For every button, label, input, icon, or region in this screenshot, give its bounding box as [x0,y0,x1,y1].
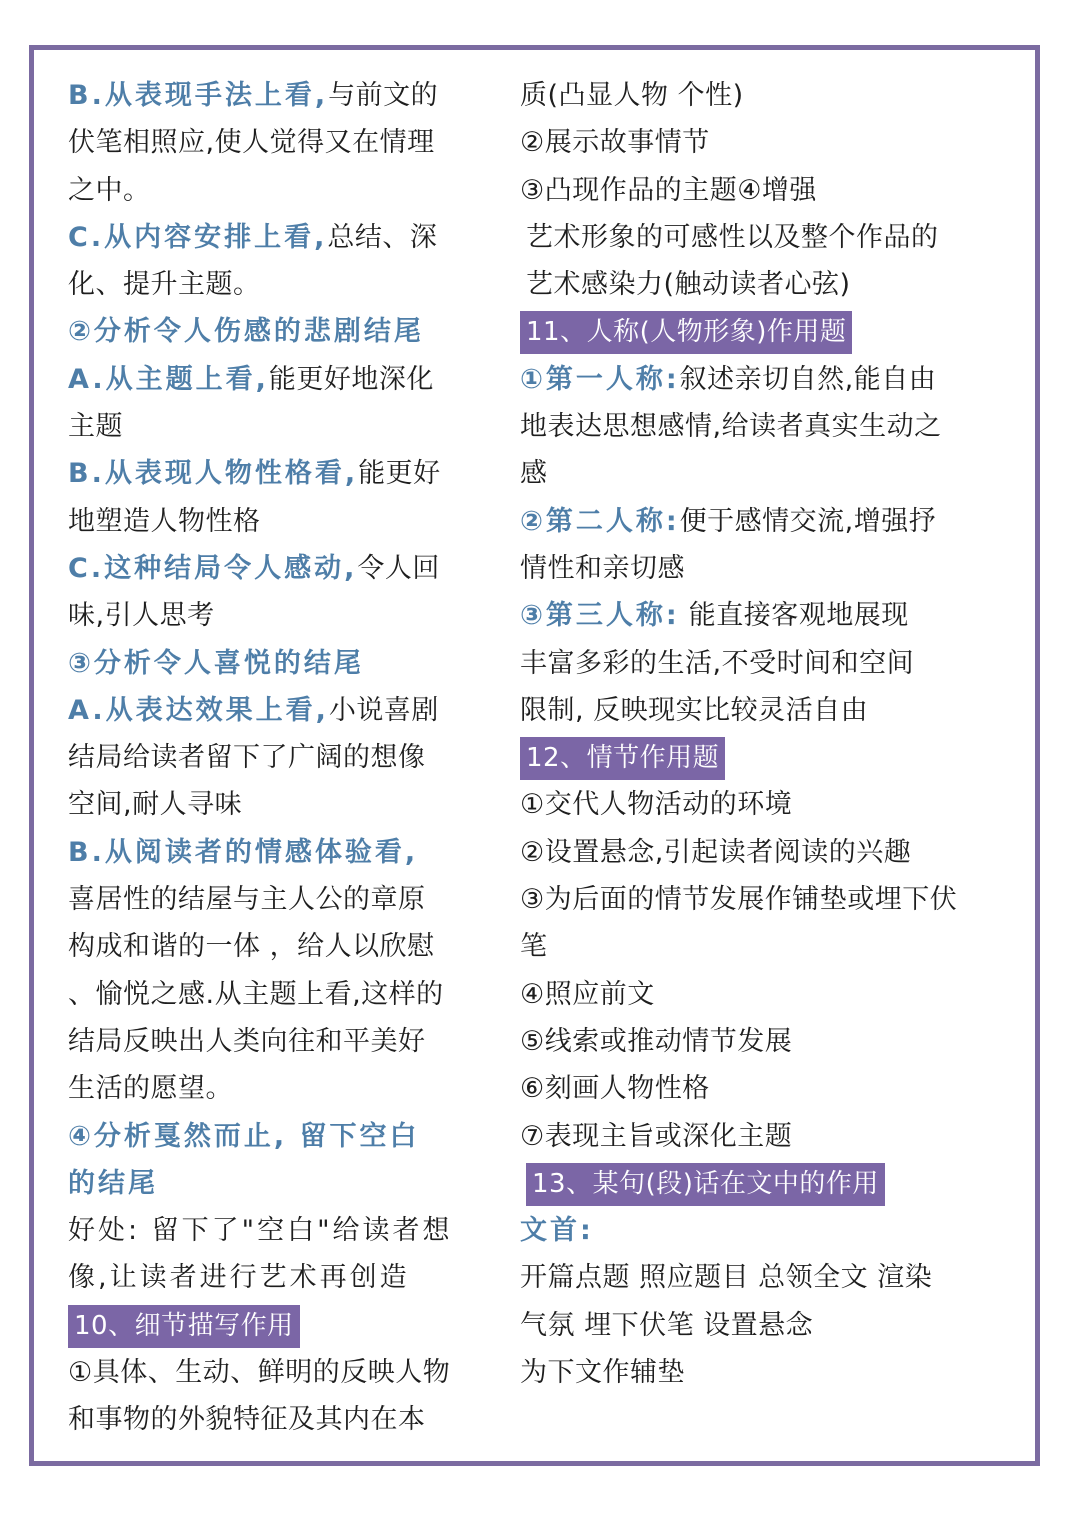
body-text: 喜居性的结屋与主人公的章原 [68,884,426,916]
point-heading: ②分析令人伤感的悲剧结尾 [68,316,424,348]
body-text: ⑦表现主旨或深化主题 [520,1120,793,1152]
body-text: 味,引人思考 [68,600,215,632]
text-line [520,308,1010,355]
text-line [68,640,488,687]
text-line [520,403,1010,450]
text-line [520,1160,1010,1207]
left-column [68,72,488,1444]
text-line [68,356,488,403]
section-heading-tag: 11、人称(人物形象)作用题 [520,311,852,354]
body-text: 、愉悦之感.从主题上看,这样的 [68,978,444,1010]
body-text: 丰富多彩的生活,不受时间和空间 [520,647,915,679]
body-text: 化、提升主题。 [68,269,261,301]
text-line [520,1349,1010,1396]
body-text: 叙述亲切自然,能自由 [679,363,937,395]
text-line [520,781,1010,828]
body-text: ⑤线索或推动情节发展 [520,1025,793,1057]
body-text: 令人回 [357,552,440,584]
text-line [68,308,488,355]
text-line [68,1396,488,1443]
body-text: 像,让读者进行艺术再创造 [68,1262,410,1294]
body-text: 空间,耐人寻味 [68,789,243,821]
body-text: 限制, 反映现实比较灵活自由 [520,694,869,726]
text-line [520,1065,1010,1112]
text-line [68,687,488,734]
body-text: ②设置悬念,引起读者阅读的兴趣 [520,836,912,868]
point-heading: B.从表现手法上看, [68,80,329,111]
text-line [520,1018,1010,1065]
text-line [68,1254,488,1301]
body-text: 主题 [68,411,123,443]
body-text: 总结、深 [327,221,438,253]
point-heading: C.从内容安排上看, [68,221,328,253]
point-heading: C.这种结局令人感动, [68,552,358,584]
body-text: ①交代人物活动的环境 [520,789,793,821]
text-line [68,1018,488,1065]
text-line [520,876,1010,923]
text-line [520,640,1010,687]
body-text: ⑥刻画人物性格 [520,1073,710,1105]
point-heading: 的结尾 [68,1167,158,1199]
body-text: 结局给读者留下了广阔的想像 [68,742,426,774]
body-text: 与前文的 [328,80,439,111]
point-heading: ②第二人称: [520,505,680,537]
text-line [68,403,488,450]
text-line [520,356,1010,403]
text-line [68,876,488,923]
right-column [520,72,1010,1396]
text-line [520,214,1010,261]
text-line [68,1113,488,1160]
point-heading: ③分析令人喜悦的结尾 [68,647,364,679]
body-text: 生活的愿望。 [68,1073,233,1105]
body-text: 伏笔相照应,使人觉得又在情理 [68,127,435,159]
body-text: 开篇点题 照应题目 总领全文 渲染 [520,1262,933,1294]
text-line [68,829,488,876]
body-text: 情性和亲切感 [520,552,685,584]
body-text: ④照应前文 [520,978,655,1010]
text-line [520,1254,1010,1301]
text-line [520,923,1010,970]
body-text: 便于感情交流,增强抒 [679,505,937,537]
text-line [68,1302,488,1349]
body-text: 笔 [520,931,548,963]
text-line [520,971,1010,1018]
text-line [68,119,488,166]
text-line [520,261,1010,308]
text-line [520,1302,1010,1349]
text-line [520,592,1010,639]
point-heading: A.从表达效果上看, [68,694,329,726]
text-line [68,167,488,214]
point-heading: A.从主题上看, [68,363,269,395]
body-text: 艺术感染力(触动读者心弦) [526,269,851,301]
text-line [68,1160,488,1207]
text-line [520,1113,1010,1160]
text-line [520,167,1010,214]
body-text: 能直接客观地展现 [679,600,909,632]
text-line [520,119,1010,166]
text-line [68,545,488,592]
text-line [68,781,488,828]
body-text: ①具体、生动、鲜明的反映人物 [68,1357,451,1389]
body-text: 气氛 埋下伏笔 设置悬念 [520,1309,814,1341]
text-line [68,971,488,1018]
text-line [68,1207,488,1254]
body-text: 好处: 留下了"空白"给读者想 [68,1215,453,1247]
section-heading-tag: 12、情节作用题 [520,737,725,780]
text-line [68,734,488,781]
point-heading: 文首: [520,1215,594,1247]
text-line [520,450,1010,497]
point-heading: ④分析戛然而止, 留下空白 [68,1120,420,1152]
body-text: 小说喜剧 [328,694,439,726]
text-line [520,545,1010,592]
point-heading: ③第三人称: [520,600,680,632]
body-text: ③凸现作品的主题④增强 [520,174,817,206]
body-text: 地塑造人物性格 [68,505,261,537]
body-text: 艺术形象的可感性以及整个作品的 [526,221,939,253]
text-line [68,923,488,970]
text-line [520,72,1010,119]
text-line [68,214,488,261]
text-line [68,498,488,545]
body-text: 之中。 [68,174,151,206]
text-line [68,450,488,497]
text-line [68,261,488,308]
body-text: 构成和谐的一体 ，给人以欣慰 [68,931,435,963]
section-heading-tag: 13、某句(段)话在文中的作用 [526,1163,885,1206]
text-line [68,72,488,119]
body-text: 能更好 [358,458,441,490]
point-heading: B.从阅读者的情感体验看, [68,836,419,868]
body-text: 为下文作辅垫 [520,1357,685,1389]
text-line [520,687,1010,734]
text-line [520,734,1010,781]
body-text: 感 [520,458,548,490]
text-line [520,498,1010,545]
text-line [68,592,488,639]
body-text: ②展示故事情节 [520,127,710,159]
body-text: 能更好地深化 [268,363,434,395]
text-line [68,1349,488,1396]
body-text: 和事物的外貌特征及其内在本 [68,1404,426,1436]
body-text: 结局反映出人类向往和平美好 [68,1025,426,1057]
text-line [68,1065,488,1112]
text-line [520,1207,1010,1254]
section-heading-tag: 10、细节描写作用 [68,1305,300,1348]
text-line [520,829,1010,876]
point-heading: B.从表现人物性格看, [68,458,359,490]
body-text: ③为后面的情节发展作铺垫或埋下伏 [520,884,958,916]
body-text: 质(凸显人物 个性) [520,80,744,111]
body-text: 地表达思想感情,给读者真实生动之 [520,411,942,443]
point-heading: ①第一人称: [520,363,680,395]
